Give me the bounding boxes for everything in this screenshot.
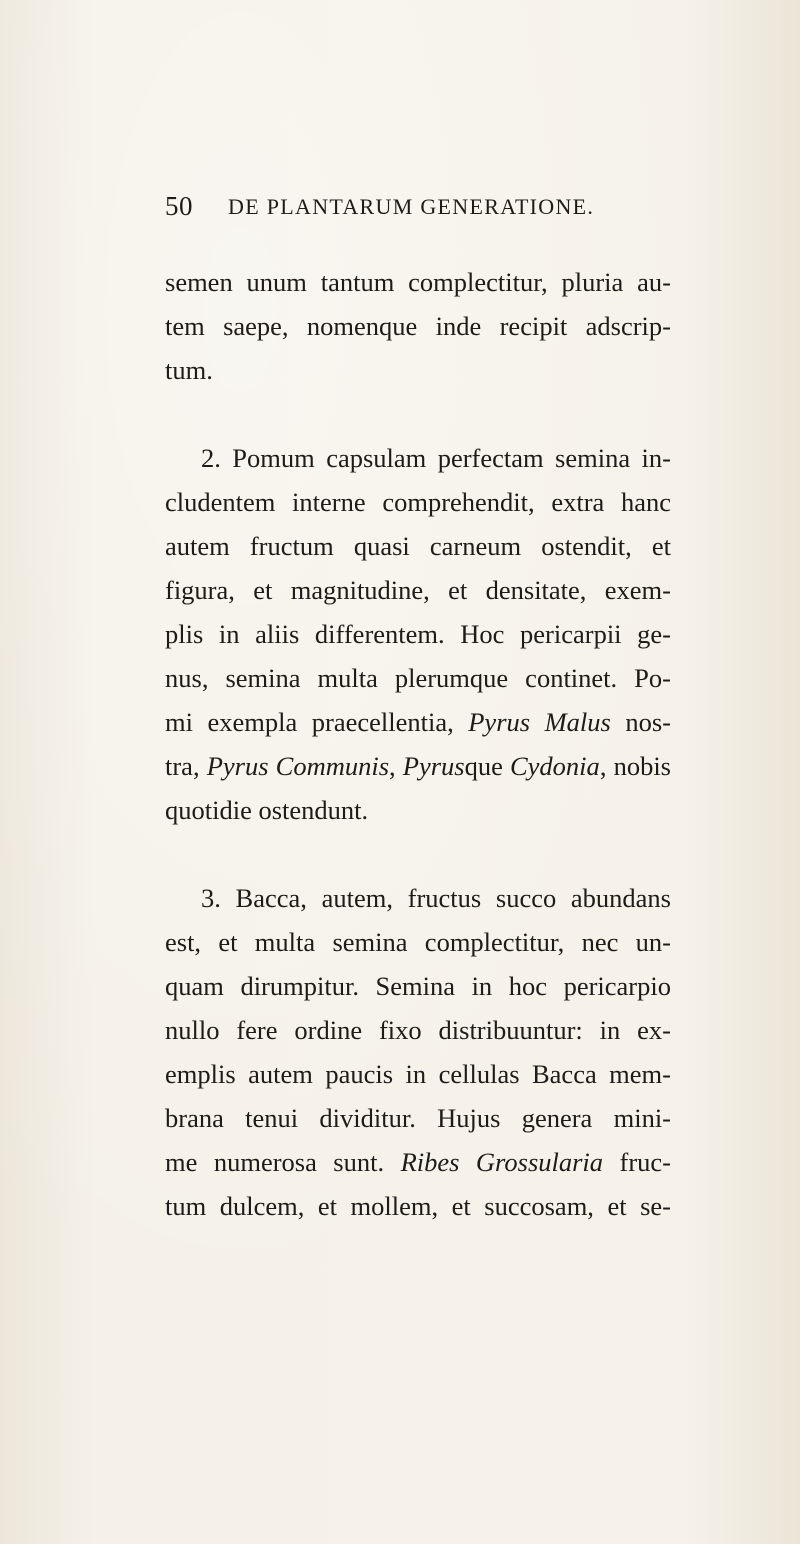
text-line: figura, et magnitudine, et densitate, exem- — [165, 575, 671, 605]
text-line: 2. Pomum capsulam perfectam semina in- — [201, 443, 671, 473]
text-line: plis in aliis differentem. Hoc pericarpii ge- — [165, 619, 671, 649]
text-line: semen unum tantum complectitur, pluria au- — [165, 267, 671, 297]
text-line: autem fructum quasi carneum ostendit, et — [165, 531, 671, 561]
text-line: tum. — [165, 355, 213, 385]
text-line: nus, semina multa plerumque continet. Po- — [165, 663, 671, 693]
species-name: Pyrus Communis — [206, 751, 390, 781]
species-name: Cydonia — [510, 751, 600, 781]
text-line: mi exempla praecellentia, Pyrus Malus nos- — [165, 707, 671, 737]
text-line: quam dirumpitur. Semina in hoc pericarpio — [165, 971, 671, 1001]
page-number: 50 — [165, 191, 193, 221]
text-line: tra, Pyrus Communis, Pyrusque Cydonia, nobis — [165, 751, 671, 781]
body-text — [165, 260, 671, 1228]
text-line: nullo fere ordine fixo distribuuntur: in ex- — [165, 1015, 671, 1045]
text-line: brana tenui dividitur. Hujus genera mini- — [165, 1103, 671, 1133]
page-header — [165, 191, 665, 231]
species-name: Pyrus — [402, 751, 465, 781]
text-line: cludentem interne comprehendit, extra hanc — [165, 487, 671, 517]
species-name: Ribes Grossularia — [400, 1147, 604, 1177]
species-name: Pyrus Malus — [468, 707, 611, 737]
text-line: me numerosa sunt. Ribes Grossularia fruc- — [165, 1147, 671, 1177]
text-line: tum dulcem, et mollem, et succosam, et se- — [165, 1191, 671, 1221]
text-line: est, et multa semina complectitur, nec un- — [165, 927, 671, 957]
text-line: quotidie ostendunt. — [165, 795, 369, 825]
text-line: emplis autem paucis in cellulas Bacca mem- — [165, 1059, 671, 1089]
text-line: 3. Bacca, autem, fructus succo abundans — [201, 883, 671, 913]
text-line: tem saepe, nomenque inde recipit adscrip- — [165, 311, 671, 341]
running-head: DE PLANTARUM GENERATIONE. — [228, 194, 595, 219]
